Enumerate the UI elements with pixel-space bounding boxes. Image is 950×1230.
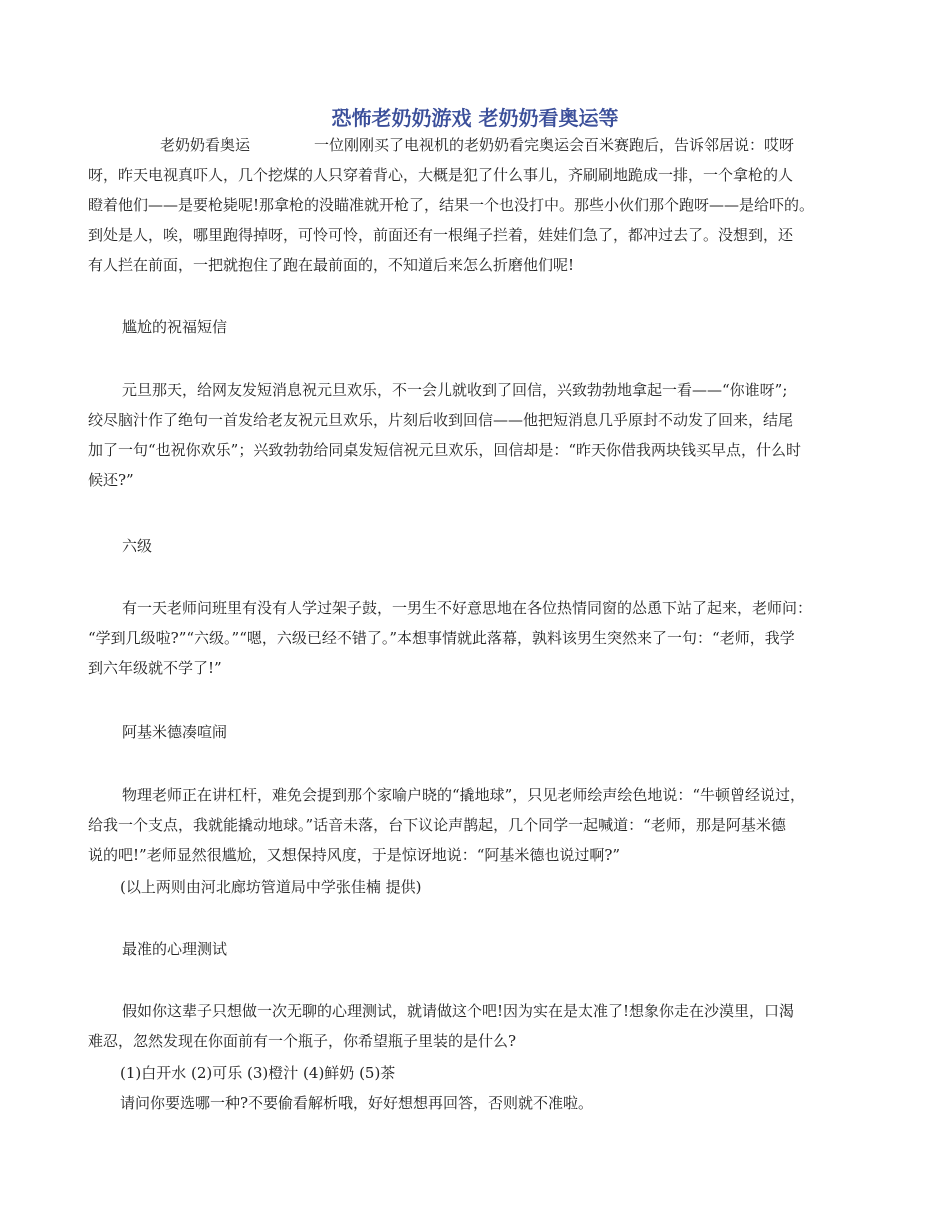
paragraph-line: 绞尽脑汁作了绝句一首发给老友祝元旦欢乐，片刻后收到回信——他把短消息几乎原封不动发了回来，结尾	[88, 411, 794, 429]
section-3-body	[88, 593, 878, 683]
page-title: 恐怖老奶奶游戏 老奶奶看奥运等	[331, 106, 619, 130]
section-2-body	[88, 375, 878, 495]
paragraph-line: 假如你这辈子只想做一次无聊的心理测试，就请做这个吧!因为实在是太准了!想象你走在沙漠里，口渴	[122, 1002, 795, 1020]
paragraph-line: 到六年级就不学了!”	[88, 659, 222, 677]
paragraph-line: 一位刚刚买了电视机的老奶奶看完奥运会百米赛跑后，告诉邻居说：哎呀	[314, 136, 795, 154]
credit-note: (以上两则由河北廊坊管道局中学张佳楠 提供)	[120, 878, 422, 896]
paragraph-line: 有一天老师问班里有没有人学过架子鼓，一男生不好意思地在各位热情同窗的怂恿下站了起来，老师问：	[122, 599, 813, 617]
section-1-first-line	[160, 130, 880, 160]
paragraph-line: 有人拦在前面，一把就抱住了跑在最前面的，不知道后来怎么折磨他们呢!	[88, 256, 575, 274]
paragraph-line: 说的吧!”老师显然很尴尬，又想保持风度，于是惊讶地说：“阿基米德也说过啊?”	[88, 846, 621, 864]
paragraph-line: 给我一个支点，我就能撬动地球。”话音未落，台下议论声鹊起，几个同学一起喊道：“老师，那是阿基米德	[88, 816, 786, 834]
paragraph-line: 呀，昨天电视真吓人，几个挖煤的人只穿着背心，大概是犯了什么事儿，齐刷刷地跪成一排，一个拿枪的人	[88, 166, 794, 184]
section-heading-5: 最准的心理测试	[122, 940, 228, 958]
paragraph-line: 难忍，忽然发现在你面前有一个瓶子，你希望瓶子里装的是什么?	[88, 1032, 517, 1050]
paragraph-line: 瞪着他们——是要枪毙呢!那拿枪的没瞄准就开枪了，结果一个也没打中。那些小伙们那个跑呀——是给吓的。	[88, 196, 815, 214]
section-1-body	[88, 160, 878, 280]
section-heading-1: 老奶奶看奥运	[160, 136, 251, 154]
section-heading-3: 六级	[122, 537, 153, 555]
test-options: (1)白开水 (2)可乐 (3)橙汁 (4)鲜奶 (5)茶	[120, 1064, 396, 1082]
paragraph-line: 候还?”	[88, 471, 134, 489]
paragraph-line: 加了一句“也祝你欢乐”；兴致勃勃给同桌发短信祝元旦欢乐，回信却是：“昨天你借我两块钱买早点，什么时	[88, 441, 802, 459]
section-heading-2: 尴尬的祝福短信	[122, 318, 228, 336]
paragraph-line: 元旦那天，给网友发短消息祝元旦欢乐，不一会儿就收到了回信，兴致勃勃地拿起一看——“你谁呀”;	[122, 381, 788, 399]
test-question: 请问你要选哪一种?不要偷看解析哦，好好想想再回答，否则就不准啦。	[120, 1094, 594, 1112]
section-5-body	[88, 996, 878, 1056]
section-4-body	[88, 780, 878, 870]
paragraph-line: “学到几级啦?”“六级。”“嗯，六级已经不错了。”本想事情就此落幕，孰料该男生突然来了一句：“老师，我学	[88, 629, 795, 647]
paragraph-line: 到处是人，唉，哪里跑得掉呀，可怜可怜，前面还有一根绳子拦着，娃娃们急了，都冲过去了。没想到，还	[88, 226, 794, 244]
section-heading-4: 阿基米德凑喧闹	[122, 723, 228, 741]
paragraph-line: 物理老师正在讲杠杆，难免会提到那个家喻户晓的“撬地球”，只见老师绘声绘色地说：“牛顿曾经说过，	[122, 786, 806, 804]
